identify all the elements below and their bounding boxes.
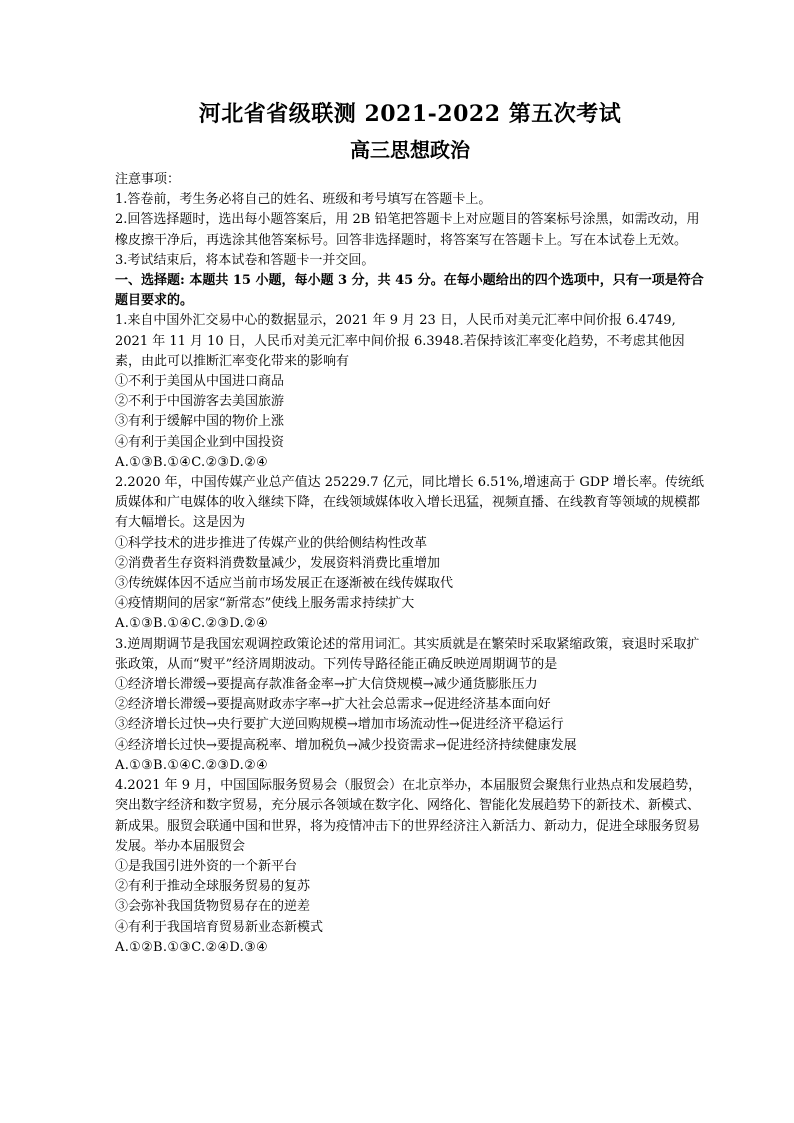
exam-subject: 高三思想政治 [350, 138, 470, 162]
question-3 [115, 635, 705, 776]
question-stem: 3.逆周期调节是我国宏观调控政策论述的常用词汇。其实质就是在繁荣时采取紧缩政策，衰退时采取扩张政策，从而“熨平”经济周期波动。下列传导路径能正确反映逆周期调节的是 [115, 636, 700, 672]
question-option: ①经济增长滞缓→要提高存款准备金率→扩大信贷规模→减少通货膨胀压力 [115, 677, 538, 693]
section-heading: 一、选择题: 本题共 15 小题，每小题 3 分，共 45 分。在每小题给出的四个选项中，只有一项是符合题目要求的。 [115, 273, 704, 309]
note-item-3: 3.考试结束后，将本试卷和答题卡一并交回。 [115, 252, 375, 268]
question-option: ①不利于美国从中国进口商品 [115, 374, 285, 390]
question-option: ②消费者生存资料消费数量减少，发展资料消费比重增加 [115, 555, 441, 571]
exam-page [115, 100, 705, 958]
answer-choices: A.①②B.①③C.②④D.③④ [115, 939, 268, 955]
question-option: ③传统媒体因不适应当前市场发展正在逐渐被在线传媒取代 [115, 576, 454, 592]
answer-choices: A.①③B.①④C.②③D.②④ [115, 757, 268, 773]
question-option: ②有利于推动全球服务贸易的复苏 [115, 879, 311, 895]
exam-title: 河北省省级联测 2021-2022 第五次考试 [198, 101, 622, 127]
question-stem: 1.来自中国外汇交易中心的数据显示，2021 年 9 月 23 日，人民币对美元汇率中间价报 6.4749, 2021 年 11 月 10 日，人民币对美元汇率中间价报 6.3948.若保持该汇率变化趋势，不考虑其他因素，由此可以推断汇率变化带来的影响有 [115, 313, 685, 369]
notes-heading: 注意事项： [115, 172, 181, 187]
question-1 [115, 311, 705, 473]
question-2 [115, 473, 705, 635]
question-option: ③会弥补我国货物贸易存在的逆差 [115, 899, 311, 915]
note-item-2: 2.回答选择题时，选出每小题答案后，用 2B 铅笔把答题卡上对应题目的答案标号涂黑，如需改动，用橡皮擦干净后，再选涂其他答案标号。回答非选择题时，将答案写在答题卡上。写在本试卷上无效。 [115, 212, 700, 248]
question-option: ①科学技术的进步推进了传媒产业的供给侧结构性改革 [115, 535, 428, 551]
question-option: ③经济增长过快→央行要扩大逆回购规模→增加市场流动性→促进经济平稳运行 [115, 717, 564, 733]
question-4 [115, 776, 705, 958]
question-stem: 4.2021 年 9 月，中国国际服务贸易会（服贸会）在北京举办，本届服贸会聚焦行业热点和发展趋势，突出数字经济和数字贸易，充分展示各领域在数字化、网络化、智能化发展趋势下的新技术、新模式、新成果。服贸会联通中国和世界，将为疫情冲击下的世界经济注入新活力、新动力，促进全球服务贸易发展。举办本届服贸会 [115, 778, 702, 854]
question-option: ①是我国引进外资的一个新平台 [115, 858, 298, 874]
question-option: ④有利于我国培育贸易新业态新模式 [115, 919, 324, 935]
question-option: ③有利于缓解中国的物价上涨 [115, 414, 285, 430]
question-option: ④有利于美国企业到中国投资 [115, 434, 285, 450]
question-option: ④疫情期间的居家“新常态”使线上服务需求持续扩大 [115, 596, 415, 612]
answer-choices: A.①③B.①④C.②③D.②④ [115, 616, 268, 632]
answer-choices: A.①③B.①④C.②③D.②④ [115, 454, 268, 470]
question-option: ④经济增长过快→要提高税率、增加税负→减少投资需求→促进经济持续健康发展 [115, 737, 577, 753]
question-option: ②不利于中国游客去美国旅游 [115, 394, 285, 410]
note-item-1: 1.答卷前，考生务必将自己的姓名、班级和考号填写在答题卡上。 [115, 192, 492, 208]
question-option: ②经济增长滞缓→要提高财政赤字率→扩大社会总需求→促进经济基本面向好 [115, 697, 551, 713]
notes-section [115, 170, 705, 271]
question-stem: 2.2020 年，中国传媒产业总产值达 25229.7 亿元，同比增长 6.51%,增速高于 GDP 增长率。传统纸质媒体和广电媒体的收入继续下降，在线领域媒体收入增长迅猛，视频直播、在线教育等领域的规模都有大幅增长。这是因为 [115, 475, 705, 531]
